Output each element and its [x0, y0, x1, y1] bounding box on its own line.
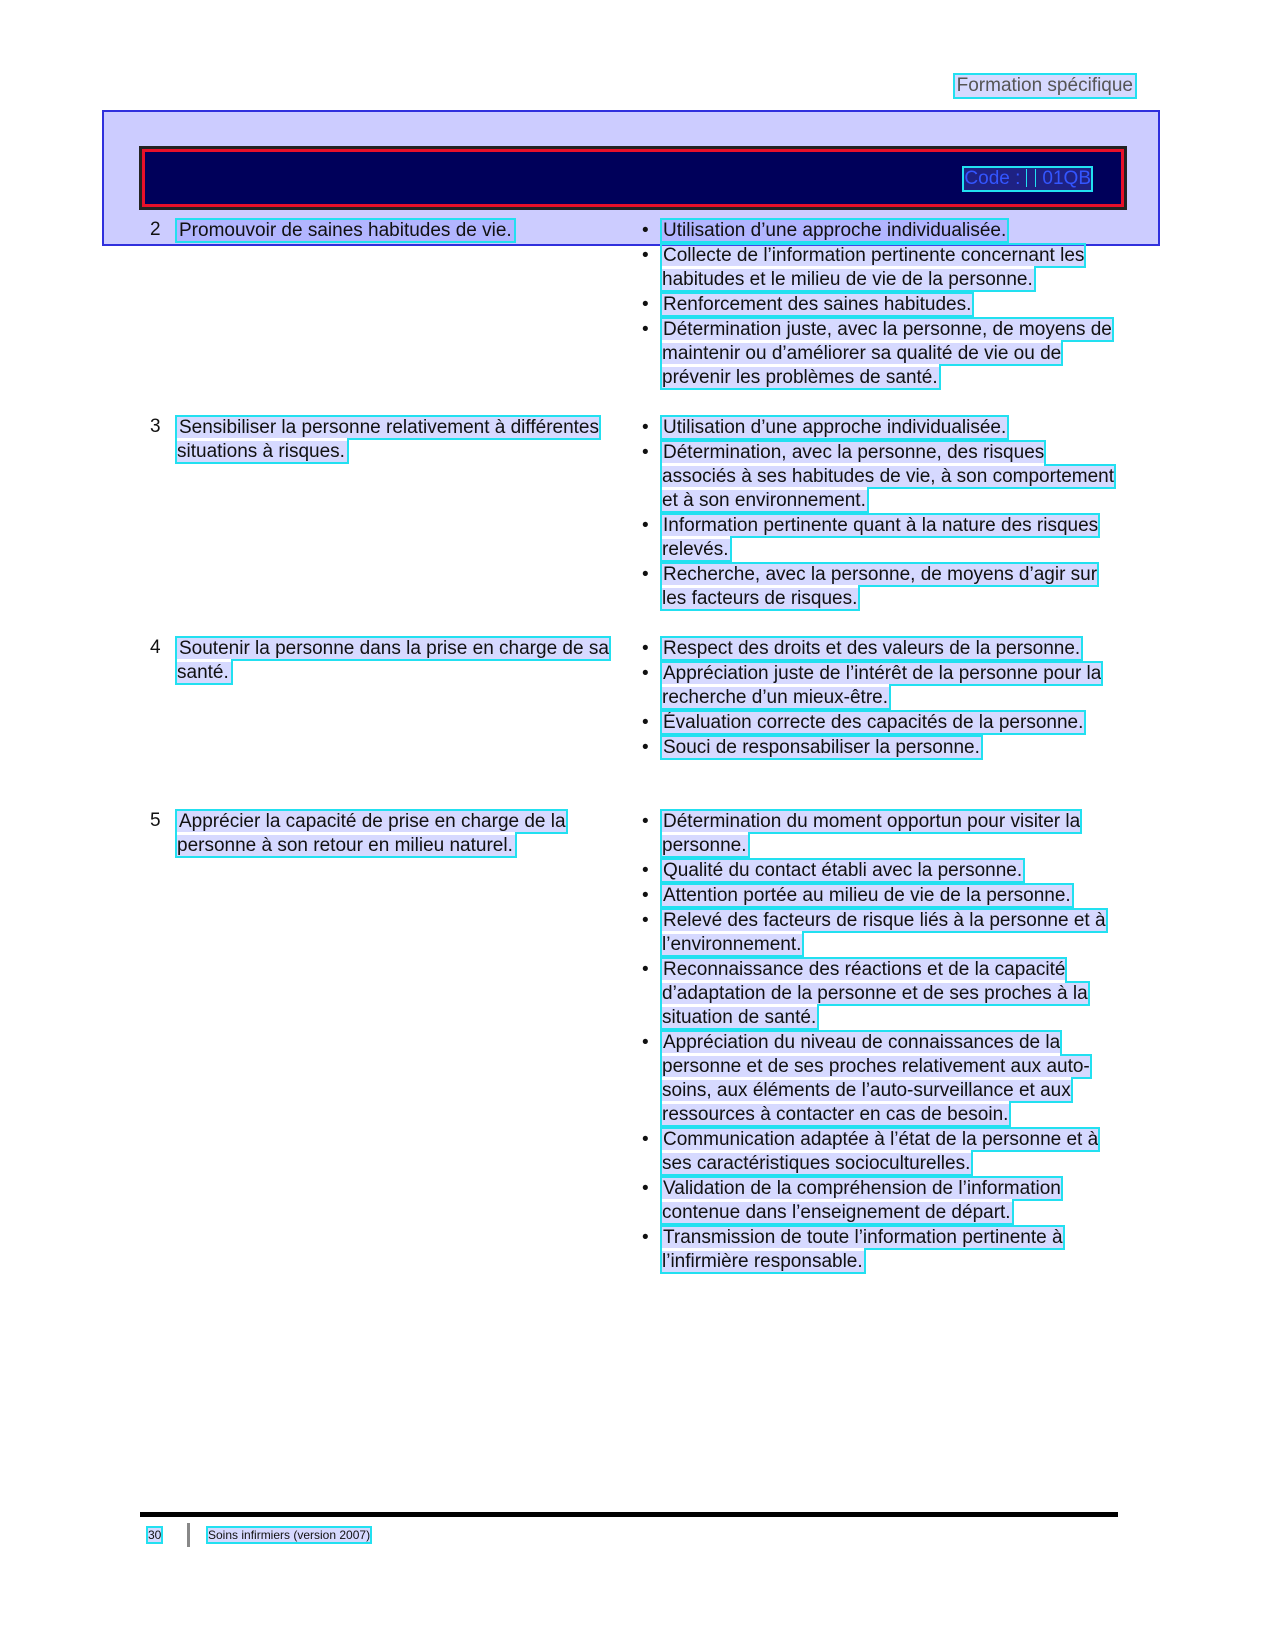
section-label: Formation spécifique	[956, 75, 1133, 96]
criterion-text: Utilisation d’une approche individualisée.	[663, 417, 1007, 438]
criterion-text: Recherche, avec la personne, de moyens d’agir sur les facteurs de risques.	[662, 564, 1098, 609]
objective-text	[177, 416, 637, 464]
criterion-text: Collecte de l’information pertinente concernant les habitudes et le milieu de vie de la personne.	[662, 245, 1085, 290]
objective-text	[177, 810, 637, 858]
criterion-text: Relevé des facteurs de risque liés à la personne et à l’environnement.	[662, 910, 1106, 955]
code-separator	[1026, 169, 1036, 187]
criterion-item	[640, 416, 1120, 440]
criterion-text: Détermination du moment opportun pour visiter la personne.	[662, 811, 1081, 856]
criterion-item	[640, 441, 1120, 513]
criterion-text: Appréciation juste de l’intérêt de la personne pour la recherche d’un mieux-être.	[662, 663, 1102, 708]
criterion-text: Évaluation correcte des capacités de la personne.	[663, 712, 1084, 733]
criterion-text: Souci de responsabiliser la personne.	[663, 737, 980, 758]
criterion-text: Utilisation d’une approche individualisée.	[663, 220, 1007, 241]
criterion-item	[640, 219, 1120, 243]
objective-statement: Sensibiliser la personne relativement à différentes situations à risques.	[177, 417, 599, 462]
objective-statement: Apprécier la capacité de prise en charge de la personne à son retour en milieu naturel.	[177, 811, 566, 856]
criterion-item	[640, 244, 1120, 292]
criterion-text: Respect des droits et des valeurs de la personne.	[663, 638, 1081, 659]
page-number: 30	[148, 1528, 162, 1542]
criteria-list	[640, 810, 1120, 1275]
criterion-item	[640, 711, 1120, 735]
criterion-item	[640, 1177, 1120, 1225]
criterion-item	[640, 810, 1120, 858]
criterion-text: Appréciation du niveau de connaissances de la personne et de ses proches relativement aux auto-soins, aux éléments de l’auto-surveillance et aux ressources à contacter en cas de besoin.	[662, 1032, 1090, 1125]
criterion-item	[640, 662, 1120, 710]
criterion-item	[640, 293, 1120, 317]
criterion-item	[640, 859, 1120, 883]
objective-statement: Soutenir la personne dans la prise en charge de sa santé.	[177, 638, 609, 683]
objective-text	[177, 637, 637, 685]
criterion-text: Information pertinente quant à la nature des risques relevés.	[662, 515, 1099, 560]
objective-statement: Promouvoir de saines habitudes de vie.	[179, 220, 512, 241]
objective-number: 5	[150, 810, 161, 831]
criterion-item	[640, 1128, 1120, 1176]
criterion-item	[640, 909, 1120, 957]
course-code	[964, 168, 1091, 190]
criterion-text: Reconnaissance des réactions et de la capacité d’adaptation de la personne et de ses proches à la situation de santé.	[662, 959, 1088, 1028]
criterion-item	[640, 514, 1120, 562]
criterion-text: Détermination juste, avec la personne, de moyens de maintenir ou d’améliorer sa qualité de vie ou de prévenir les problèmes de santé.	[662, 319, 1112, 388]
criterion-item	[640, 318, 1120, 390]
footer-rule	[140, 1512, 1118, 1517]
criterion-text: Transmission de toute l’information pertinente à l’infirmière responsable.	[662, 1227, 1063, 1272]
criterion-text: Détermination, avec la personne, des risques associés à ses habitudes de vie, à son comportement et à son environnement.	[662, 442, 1115, 511]
criterion-text: Attention portée au milieu de vie de la personne.	[663, 885, 1071, 906]
criterion-item	[640, 736, 1120, 760]
objective-text	[177, 219, 637, 243]
objective-number: 4	[150, 637, 161, 658]
criterion-text: Communication adaptée à l’état de la personne et à ses caractéristiques socioculturelles.	[662, 1129, 1099, 1174]
code-value: 01QB	[1042, 168, 1091, 189]
objective-number: 3	[150, 416, 161, 437]
criterion-item	[640, 563, 1120, 611]
criterion-item	[640, 884, 1120, 908]
criterion-item	[640, 637, 1120, 661]
criterion-item	[640, 1226, 1120, 1274]
criteria-list	[640, 219, 1120, 391]
footer-separator	[187, 1523, 190, 1547]
criteria-list	[640, 637, 1120, 761]
criterion-text: Renforcement des saines habitudes.	[663, 294, 972, 315]
criterion-item	[640, 958, 1120, 1030]
code-prefix: Code :	[964, 168, 1021, 189]
criterion-item	[640, 1031, 1120, 1127]
criteria-list	[640, 416, 1120, 612]
objective-number: 2	[150, 219, 161, 240]
code-bar	[142, 149, 1124, 207]
footer-doc-title: Soins infirmiers (version 2007)	[208, 1528, 371, 1542]
criterion-text: Qualité du contact établi avec la personne.	[663, 860, 1023, 881]
criterion-text: Validation de la compréhension de l’information contenue dans l’enseignement de départ.	[662, 1178, 1061, 1223]
